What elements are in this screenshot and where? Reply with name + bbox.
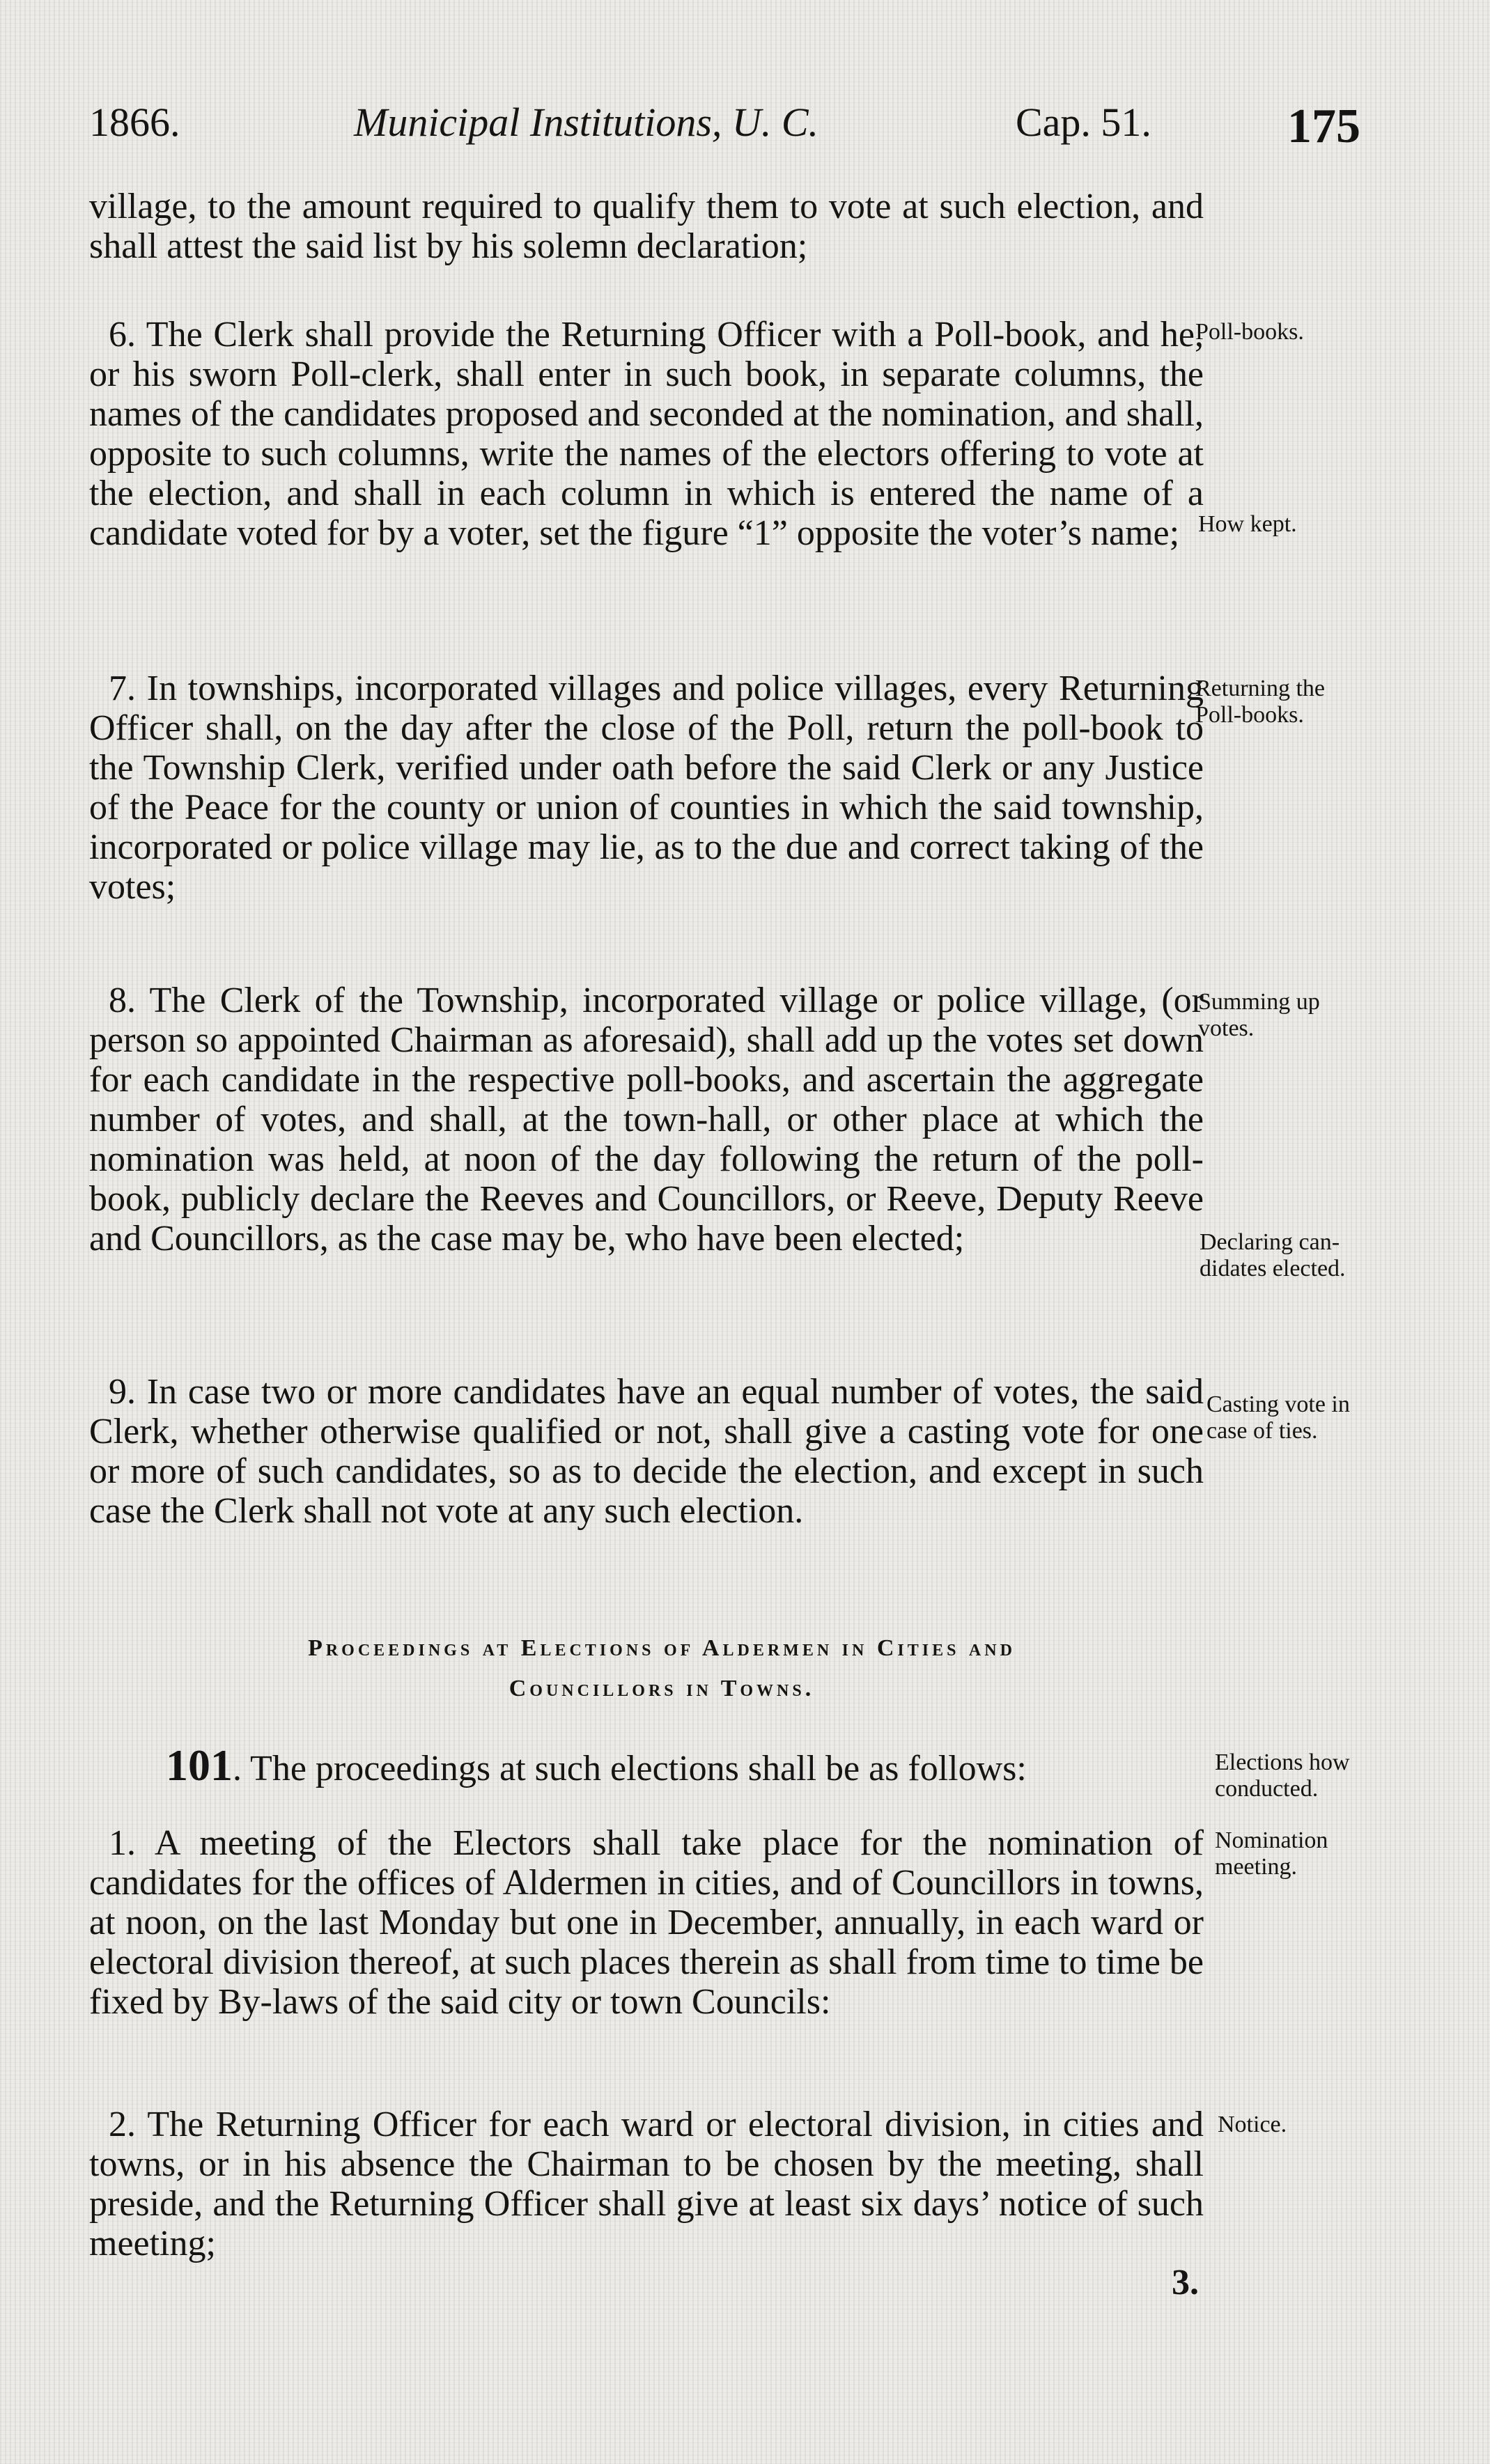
margin-note-line: How kept. <box>1198 511 1297 537</box>
continuation-paragraph: village, to the amount required to qualify them to vote at such election, and shall attest the said list by his solemn declaration; <box>89 187 1204 266</box>
margin-note-line: Casting vote in <box>1206 1391 1350 1417</box>
section-heading-line-2: Councillors in Towns. <box>509 1676 815 1701</box>
margin-note-declaring <box>1200 1229 1422 1282</box>
margin-note-line: case of ties. <box>1206 1418 1318 1444</box>
running-header <box>89 99 1371 155</box>
margin-note-summing <box>1198 989 1421 1042</box>
section-101-text: . The proceedings at such elections shall be as follows: <box>233 1749 1027 1788</box>
margin-note-line: Notice. <box>1218 2112 1287 2137</box>
margin-note-casting-vote <box>1206 1391 1429 1444</box>
header-title: Municipal Institutions, U. C. <box>354 100 818 145</box>
section-heading <box>139 1628 1184 1709</box>
margin-note-line: Declaring can- <box>1200 1229 1340 1255</box>
header-chapter: Cap. 51. <box>1016 100 1151 145</box>
margin-note-line: meeting. <box>1215 1854 1298 1880</box>
margin-note-line: conducted. <box>1215 1776 1319 1802</box>
margin-note-returning <box>1195 676 1418 728</box>
section-101-number: 101 <box>166 1740 233 1790</box>
margin-note-elections <box>1215 1749 1438 1802</box>
margin-note-line: Summing up <box>1198 989 1320 1015</box>
clause-7: 7. In townships, incorporated villages and police villages, every Returning Officer shall, on the day after the close of the Poll, return the poll-book to the Township Clerk, verified under oath before the said Clerk or any Justice of the Peace for the county or union of counties in which the said township, incorporated or police village may lie, as to the due and correct taking of the votes; <box>89 669 1204 907</box>
margin-note-line: Returning the <box>1195 676 1326 701</box>
page-number: 175 <box>1287 100 1360 153</box>
header-year: 1866. <box>89 100 180 145</box>
clause-2: 2. The Returning Officer for each ward or electoral division, in cities and towns, or in his absence the Chairman to be chosen by the meeting, shall preside, and the Returning Officer shall give at least six days’ notice of such meeting; <box>89 2105 1204 2263</box>
margin-note-line: Elections how <box>1215 1749 1350 1775</box>
section-heading-line-1: Proceedings at Elections of Aldermen in Cities and <box>308 1635 1016 1661</box>
margin-note-line: Nomination <box>1215 1827 1328 1853</box>
clause-9: 9. In case two or more candidates have an equal number of votes, the said Clerk, whether otherwise qualified or not, shall give a casting vote for one or more of such candidates, so as to decide the election, and except in such case the Clerk shall not vote at any such election. <box>89 1372 1204 1531</box>
margin-note-poll-books <box>1195 319 1418 345</box>
margin-note-notice <box>1218 2112 1441 2138</box>
margin-note-line: Poll-books. <box>1195 702 1304 728</box>
clause-6: 6. The Clerk shall provide the Returning Officer with a Poll-book, and he, or his sworn Poll-clerk, shall enter in such book, in separate columns, the names of the candidates proposed and seconded at the nomination, and shall, opposite to such columns, write the names of the electors offering to vote at the election, and shall in each column in which is entered the name of a candidate voted for by a voter, set the figure “1” opposite the voter’s name; <box>89 315 1204 553</box>
section-101 <box>89 1740 1204 1790</box>
margin-note-how-kept <box>1198 511 1421 538</box>
margin-note-line: Poll-books. <box>1195 319 1304 345</box>
margin-note-nomination <box>1215 1827 1438 1880</box>
clause-1: 1. A meeting of the Electors shall take place for the nomination of candidates for the offices of Aldermen in cities, and of Councillors in towns, at noon, on the last Monday but one in December, annually, in each ward or electoral division thereof, at such places therein as shall from time to time be fixed by By-laws of the said city or town Councils: <box>89 1823 1204 2022</box>
margin-note-line: didates elected. <box>1200 1256 1346 1281</box>
clause-8: 8. The Clerk of the Township, incorporated village or police village, (or person so appointed Chairman as aforesaid), shall add up the votes set down for each candidate in the respective poll-books, and ascertain the aggregate number of votes, and shall, at the town-hall, or other place at which the nomination was held, at noon of the day following the return of the poll-book, publicly declare the Reeves and Councillors, or Reeve, Deputy Reeve and Councillors, as the case may be, who have been elected; <box>89 981 1204 1258</box>
catchword: 3. <box>1172 2263 1199 2302</box>
margin-note-line: votes. <box>1198 1015 1255 1041</box>
